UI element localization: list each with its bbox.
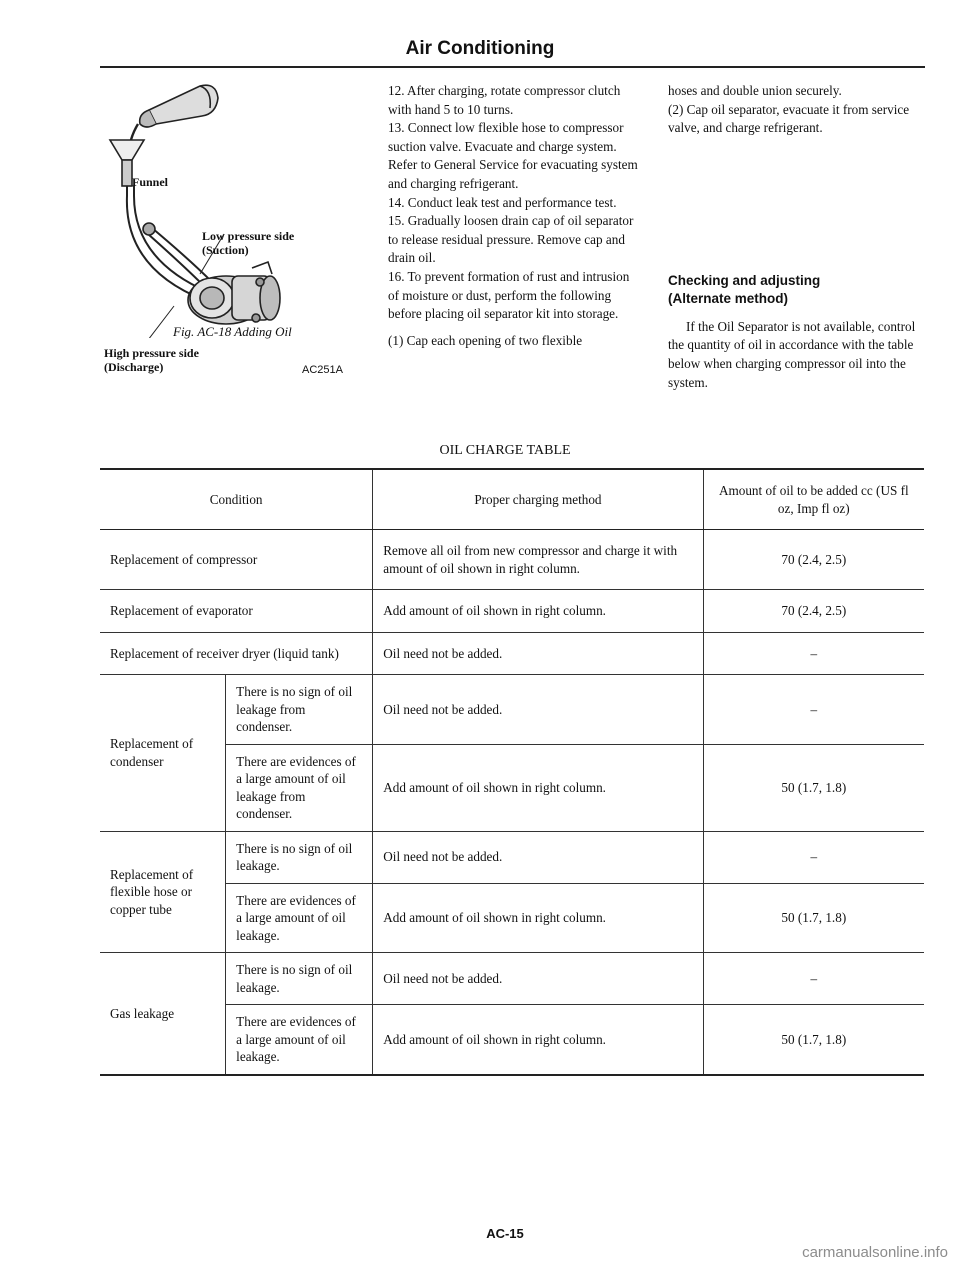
header-rule bbox=[100, 66, 925, 68]
table-row bbox=[100, 953, 924, 1005]
method-cell: Add amount of oil shown in right column. bbox=[373, 883, 703, 953]
method-cell: Oil need not be added. bbox=[373, 632, 703, 675]
section-heading-line-1: Checking and adjusting bbox=[668, 272, 821, 288]
header-amount: Amount of oil to be added cc (US fl oz, Imp fl oz) bbox=[703, 469, 924, 530]
detail-cell: There are evidences of a large amount of oil leakage. bbox=[226, 1005, 373, 1075]
table-row bbox=[100, 831, 924, 883]
detail-cell: There is no sign of oil leakage. bbox=[226, 953, 373, 1005]
step-16: 16. To prevent formation of rust and intrusion of moisture or dust, perform the following before placing oil separator kit into storage. bbox=[388, 268, 630, 322]
page-number: AC-15 bbox=[486, 1226, 524, 1241]
figure-code-label: AC251A bbox=[302, 364, 343, 376]
high-pressure-side-label: High pressure side (Discharge) bbox=[104, 346, 199, 374]
step-16-item-2: (2) Cap oil separator, evacuate it from service valve, and charge refrigerant. bbox=[668, 101, 910, 136]
detail-cell: There are evidences of a large amount of oil leakage from condenser. bbox=[226, 744, 373, 831]
condition-cell: Replacement of evaporator bbox=[100, 590, 373, 633]
table-row bbox=[100, 590, 924, 633]
watermark: carmanualsonline.info bbox=[802, 1244, 948, 1261]
method-cell: Oil need not be added. bbox=[373, 831, 703, 883]
figure-caption: Fig. AC-18 Adding Oil bbox=[173, 324, 292, 339]
section-heading-line-2: (Alternate method) bbox=[668, 290, 789, 306]
method-cell: Oil need not be added. bbox=[373, 675, 703, 745]
step-14: 14. Conduct leak test and performance test. bbox=[388, 194, 617, 210]
group-label-cell: Replacement of flexible hose or copper tube bbox=[100, 831, 226, 953]
compressor-oil-illustration bbox=[104, 78, 344, 338]
adding-oil-figure bbox=[104, 78, 344, 376]
amount-cell: – bbox=[703, 632, 924, 675]
step-15: 15. Gradually loosen drain cap of oil separator to release residual pressure. Remove cap and drain oil. bbox=[388, 213, 634, 266]
amount-cell: – bbox=[703, 953, 924, 1005]
right-text-column bbox=[668, 82, 922, 392]
method-cell: Add amount of oil shown in right column. bbox=[373, 744, 703, 831]
oil-charge-table-title: OIL CHARGE TABLE bbox=[439, 443, 571, 458]
header-method: Proper charging method bbox=[373, 469, 703, 530]
detail-cell: There are evidences of a large amount of oil leakage. bbox=[226, 883, 373, 953]
table-header-row bbox=[100, 469, 924, 530]
detail-cell: There is no sign of oil leakage. bbox=[226, 831, 373, 883]
step-16-item-1-continuation: hoses and double union securely. bbox=[668, 83, 842, 98]
condition-cell: Replacement of receiver dryer (liquid tank) bbox=[100, 632, 373, 675]
oil-charge-table bbox=[100, 468, 924, 1076]
funnel-label: Funnel bbox=[132, 175, 169, 189]
group-label-cell: Gas leakage bbox=[100, 953, 226, 1075]
amount-cell: – bbox=[703, 831, 924, 883]
amount-cell: 70 (2.4, 2.5) bbox=[703, 530, 924, 590]
amount-cell: 50 (1.7, 1.8) bbox=[703, 1005, 924, 1075]
table-row bbox=[100, 530, 924, 590]
amount-cell: 50 (1.7, 1.8) bbox=[703, 883, 924, 953]
amount-cell: – bbox=[703, 675, 924, 745]
group-label-cell: Replacement of condenser bbox=[100, 675, 226, 832]
step-12: 12. After charging, rotate compressor clutch with hand 5 to 10 turns. bbox=[388, 83, 621, 117]
section-heading bbox=[668, 272, 922, 308]
step-16-item-1: (1) Cap each opening of two flexible bbox=[388, 332, 583, 348]
section-body: If the Oil Separator is not available, control the quantity of oil in accordance with the table below when charging compressor oil into the system. bbox=[668, 318, 916, 390]
method-cell: Add amount of oil shown in right column. bbox=[373, 1005, 703, 1075]
step-13: 13. Connect low flexible hose to compressor suction valve. Evacuate and charge system. Refer to General Service for evacuating system and charging refrigerant. bbox=[388, 120, 638, 191]
method-cell: Remove all oil from new compressor and charge it with amount of oil shown in right column. bbox=[373, 530, 703, 590]
header-condition: Condition bbox=[100, 469, 373, 530]
method-cell: Add amount of oil shown in right column. bbox=[373, 590, 703, 633]
page-header-title: Air Conditioning bbox=[405, 38, 555, 59]
table-row bbox=[100, 675, 924, 745]
method-cell: Oil need not be added. bbox=[373, 953, 703, 1005]
amount-cell: 50 (1.7, 1.8) bbox=[703, 744, 924, 831]
condition-cell: Replacement of compressor bbox=[100, 530, 373, 590]
instruction-steps-column bbox=[388, 82, 642, 350]
detail-cell: There is no sign of oil leakage from condenser. bbox=[226, 675, 373, 745]
table-row bbox=[100, 632, 924, 675]
low-pressure-side-label: Low pressure side (Suction) bbox=[202, 229, 295, 257]
amount-cell: 70 (2.4, 2.5) bbox=[703, 590, 924, 633]
